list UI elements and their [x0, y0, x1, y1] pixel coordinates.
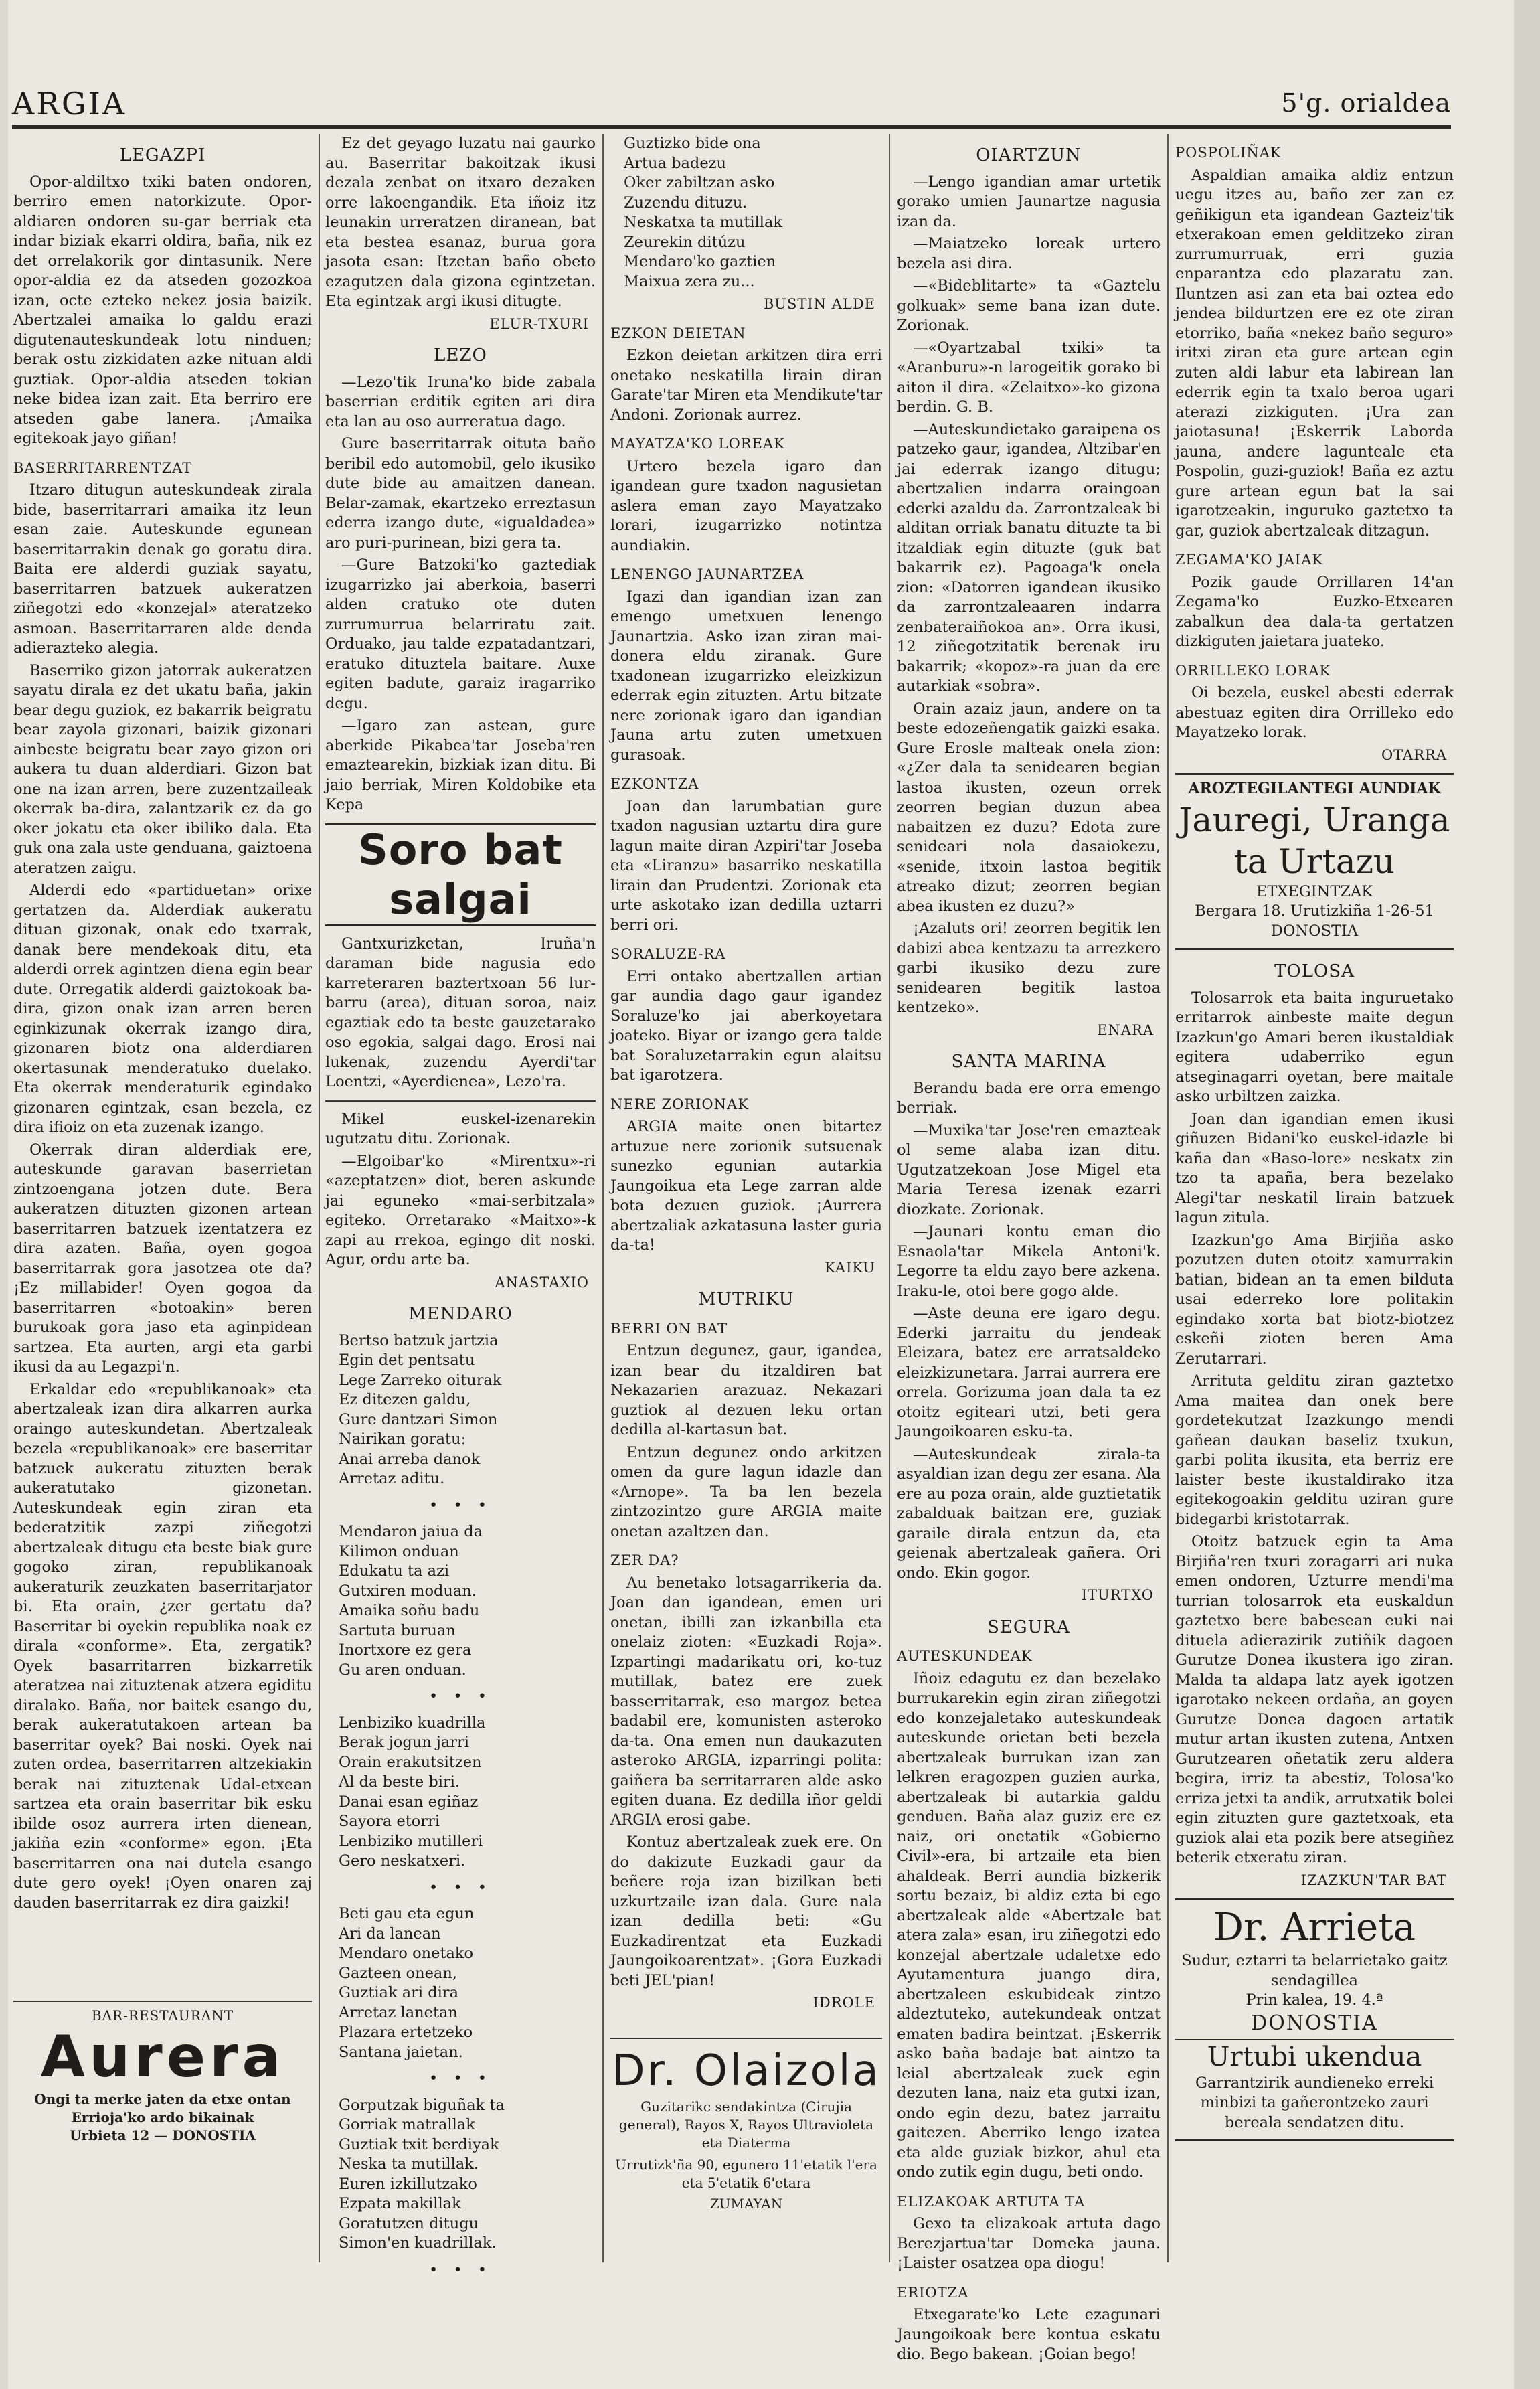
ad-line: Bergara 18. Urutizkiña 1-26-51: [1195, 902, 1434, 920]
verse-stanza: [339, 1331, 596, 1489]
ad-line: ETXEGINTZAK: [1256, 882, 1373, 900]
article-paragraph: Gure baserritarrak oituta baño beribil edo automobil, gelo ikusiko dute bide au amaitzen danean. Belar-zamak, ekartzeko erreztasun ederra izango dute, «igualdadea» aro puri-purinean, bizi gera ta.: [325, 435, 596, 552]
subheading: EZKON DEIETAN: [610, 325, 746, 341]
verse-line: Zeurekin ditúzu: [624, 233, 746, 251]
article-paragraph: Otoitz batzuek egin ta Ama Birjiña'ren txuri zoragarri ari nuka emen ondoren, Uzturre mendi'ma turrian tolosarrok eta euskaldun gaztetxo bere babesean euki nai dituela adierazirik zutiñik dagoen Gurutze Donea ikustera igo ziran. Malda ta aldapa latz ayek igotzen igarotako nekeen ordaña, an goyen Gurutze Donea dagoen artatik mutur artan ikusten zutena, Antxen Gurutzearen oñetatik zeru aldera begira, irriz ta abestiz, Tolosa'ko erriza jetxi ta andik, arrutxatik bolei egin zituzten gure gaztetxoak, eta guziok alai eta pozik bere atsegiñez beterik etxeratu ziran.: [1175, 1533, 1454, 1866]
verse-line: Lege Zarreko oiturak: [339, 1371, 502, 1389]
article-paragraph: Itzaro ditugun auteskundeak zirala bide, baserritarrari amaika itz leun esan zaie. Auteskunde egunean baserritarrakin denak go goratu dira. Baita ere alderdi guziak sayatu, baserritarren batzuek aukeratzen ziñegotzi edo «konzejal» ateratzeko asmoan. Baserritarraren alde denda adierazteko alegia.: [13, 481, 312, 657]
ad-label: BAR-RESTAURANT: [91, 2007, 234, 2024]
masthead-rule: [12, 125, 1451, 129]
subheading: SORALUZE-RA: [610, 946, 726, 962]
subheading: LENENGO JAUNARTZEA: [610, 566, 804, 582]
verse-line: Gure dantzari Simon: [339, 1410, 498, 1428]
ad-line: Prin kalea, 19. 4.ª: [1246, 1991, 1383, 2009]
article-paragraph: —Lezo'tik Iruna'ko bide zabala baserrian erditik egiten ari dira eta lan au oso aurreratua dago.: [325, 373, 596, 430]
article-paragraph: Kontuz abertzaleak zuek ere. On do dakizute Euzkadi gaur da beñere roja izan bizilkan beti uzkurtzaile izan dala. Gure nala izan dedilla beti: «Gu Euzkadirentzat eta Euzkadi Jaungoikoarentzat». ¡Gora Euzkadi beti JEL'pian!: [610, 1833, 882, 1989]
article-paragraph: —Auteskundeak zirala-ta asyaldian izan degu zer esana. Ala ere au poza orain, alde guztietatik zabalduak baitzan ere, guziak garaile dirala entzun da, eta geienak abertzaleak gañera. Ori ondo. Ekin gogor.: [897, 1445, 1161, 1582]
verse-line: Plazara ertetzeko: [339, 2024, 473, 2041]
column-3: [610, 134, 882, 2262]
article-paragraph: Ez det geyago luzatu nai gaurko au. Baserritar bakoitzak ikusi dezala zenbat on itxaro dezaken orre lakoengandik. Eta iñoiz itz leunakin urreratzen diranean, bat eta bestea esanaz, burua gora jasota esan: Itzetan baño obeto ezagutzen dala gizona egintzetan. Eta egintzak argi ikusi ditugte.: [325, 135, 596, 310]
ad-title: Dr. Olaizola: [612, 2046, 881, 2096]
verse-line: Santana jaietan.: [339, 2043, 463, 2061]
section-heading: OIARTZUN: [976, 145, 1082, 165]
article-paragraph: Opor-aldiltxo txiki baten ondoren, berriro emen natorkizute. Opor-aldiaren ondoren su-gar berriak eta indar biziak ekarri oldira, baña, nik ez det orrelakorik gor dintasunik. Nere opor-aldia ez da atseden gozozkoa izan, octe ezteko nekez josia baizik. Abertzalei amaika lo galdu erazi digutenauteskundeak lotu ninduen; berak ostu zizkidaten azke nituan aldi guztiak. Opor-aldia atseden tokian neke bidea izan zait. Eta berriro ere atseden gabe lanera. ¡Amaika egitekoak jayo giñan!: [13, 173, 312, 447]
article-paragraph: —Elgoibar'ko «Mirentxu»-ri «azeptatzen» diot, beren askunde jai eguneko «mai-serbitzala» egiteko. Orretarako «Maitxo»-k zapi au rrekoa, egingo dit noski. Agur, ordu arte ba.: [325, 1152, 596, 1268]
column-1: [13, 134, 312, 2262]
verse-line: Kilimon onduan: [339, 1542, 459, 1560]
subheading: BASERRITARRENTZAT: [13, 459, 193, 476]
article-paragraph: Arrituta gelditu ziran gaztetxo Ama maitea dan onek bere gordetekutzat Izazkungo mendi gañean daukan baseliz txukun, garbi polita ikusita, eta berriz ere laister beste ikustaldirako itza egitekogoakin gelditu uziran gure bidegarbi kristotarrak.: [1175, 1372, 1454, 1528]
article-paragraph: —«Oyartzabal txiki» ta «Aranburu»-n larogeitik gorako bi aiton il dira. «Zelaitxo»-ko gizona berdin. G. B.: [897, 339, 1161, 416]
verse-line: Artua badezu: [624, 154, 726, 172]
subheading: ELIZAKOAK ARTUTA TA: [897, 2193, 1086, 2210]
verse-line: Gutxiren moduan.: [339, 1582, 477, 1600]
article-paragraph: —Igaro zan astean, gure aberkide Pikabea'tar Joseba'ren emaztearekin, bizkiak izan ditu. Bi jaio berriak, Miren Koldobike eta Kepa: [325, 717, 596, 813]
subheading: NERE ZORIONAK: [610, 1096, 749, 1113]
verse-line: Beti gau eta egun: [339, 1905, 475, 1922]
section-heading: MUTRIKU: [698, 1289, 794, 1309]
ad-line: Garrantzirik aundieneko erreki minbizi ta gañerontzeko zauri bereala sendatzen ditu.: [1195, 2074, 1434, 2131]
verse-line: Maixua zera zu...: [624, 272, 755, 291]
article-paragraph: Orain azaiz jaun, andere on ta beste edozeñengatik gaizki esaka. Gure Erosle malteak onela zion: «¿Zer dala ta senidearen begian lastoa ikusten, ozeun orrek zeorren begian duzun abea nabaitzen ez duzu? Edota zure senideari nola dasaiokezu, «senide, itxoin lastoa begitik atreako dizut; zeorren begian abea ikusten ez duzu?»: [897, 699, 1161, 915]
column-4: [897, 134, 1161, 2363]
article-paragraph: Ezkon deietan arkitzen dira erri onetako neskatilla lirain diran Garate'tar Miren eta Mendikute'tar Andoni. Zorionak aurrez.: [610, 347, 882, 424]
ad-line: Urrutizk'ña 90, egunero 11'etatik l'era eta 5'etatik 6'etara: [615, 2157, 877, 2191]
verse-line: Neskatxa ta mutillak: [624, 214, 783, 231]
verse-stanza: [624, 134, 882, 292]
article-paragraph: Etxegarate'ko Lete ezagunari Jaungoikoak bere kontua eskatu dio. Bego bakean. ¡Goian bego!: [897, 2306, 1161, 2363]
verse-stanza: [339, 1904, 596, 2062]
verse-line: Mendaron jaiua da: [339, 1523, 483, 1540]
ad-jauregi-uranga: [1175, 773, 1454, 950]
ad-line: Guzitarikc sendakintza (Cirujia general), Rayos X, Rayos Ultravioleta eta Diaterma: [618, 2098, 874, 2151]
ad-line: DONOSTIA: [1270, 922, 1359, 940]
article-paragraph: Tolosarrok eta baita inguruetako erritarrok ainbeste maite degun Izazkun'go Amari beren ikustaldiak egitera udaberriko egun atseginagarri oyetan, bere maitale asko urbiltzen zaizka.: [1175, 989, 1454, 1105]
divider: [325, 1100, 596, 1102]
verse-line: Neska ta mutillak.: [339, 2155, 479, 2173]
verse-line: Goratutzen ditugu: [339, 2214, 479, 2232]
article-paragraph: ARGIA maite onen bitartez artuzue nere zorionik sutsuenak sunezko egunian autarkia Jaungoikua eta Lege zarran alde bota dezuen guziok. ¡Aurrera abertzaliak azkatasuna laster guria da-ta!: [610, 1118, 882, 1254]
column-divider: [1167, 134, 1169, 2262]
article-paragraph: Berandu bada ere orra emengo berriak.: [897, 1079, 1161, 1117]
verse-line: Berak jogun jarri: [339, 1734, 469, 1751]
article-paragraph: Baserriko gizon jatorrak aukeratzen sayatu dirala ez det ukatu baña, jakin bear degu guziok, ez bakarrik beigratu bear zayola gizonari, baizik gizonari ainbeste beigratu bear zayo gizon ori aukera tu duan alderdiari. Gizon bat one na izan arren, bere zuzentzaileak okerrak ba-dira, zalantzarik ez da go oker jokatu eta oker ibiliko dala. Eta guk ona zala uste genduana, gaiztoena ateratzen zaigu.: [13, 661, 312, 877]
verse-line: Anai arreba danok: [339, 1450, 481, 1468]
column-2: [325, 134, 596, 2279]
ad-title: Jauregi, Uranga: [1179, 800, 1450, 839]
signature: OTARRA: [1381, 746, 1447, 763]
stanza-separator: • • •: [428, 2260, 493, 2279]
signature: IZAZKUN'TAR BAT: [1300, 1872, 1447, 1888]
ad-title: Aurera: [40, 2024, 285, 2090]
signature: BUSTIN ALDE: [763, 296, 875, 312]
page-number: 5'g. orialdea: [1281, 88, 1451, 118]
verse-line: Sayora etorri: [339, 1813, 440, 1830]
signature: ANASTAXIO: [495, 1274, 589, 1291]
signature: ENARA: [1097, 1021, 1154, 1038]
verse-stanza: [339, 2096, 596, 2254]
article-paragraph: Igazi dan igandian izan zan emengo umetxuen lenengo Jaunartzia. Asko izan ziran mai-donera eldu ziranak. Gure txadonean izugarrizko eleizkizun ederrak egin zituzten. Artu bitzate nere zorionak igaro dan igandian Jauna artu zuten umetxuen gurasoak.: [610, 588, 882, 764]
article-paragraph: Erri ontako abertzallen artian gar aundia dago gaur igandez Soraluze'ko jai aberkoyetara joateko. Biyar or izango gera talde bat Soraluzetarrakin egun alaitsu bat igarotzera.: [610, 967, 882, 1084]
subheading: ZER DA?: [610, 1552, 679, 1568]
verse-line: Zuzendu dituzu.: [624, 193, 748, 212]
verse-line: Simon'en kuadrillak.: [339, 2234, 497, 2252]
article-paragraph: Aspaldian amaika aldiz entzun uegu itzes au, baño zer zan ez geñikigun eta igandean Gazteiz'tik etxerakoan emen gelditzeko ziran zurrumurruak, erri guzia enparantza edo plazaratu zan. Iluntzen asi zan eta bai oztea edo jendea bildurtzen ere ez ote ziran etorriko, baña «nekez baño seguro» iritxi ziran eta gure artean egin zuten aldi labur eta labirean lan ederrik egin ta txalo beroa ugari aterazi zizkiguten. ¡Ura zan jaiotasuna! ¡Eskerrik Laborda jauna, andere lagunteale eta Pospolin, guzi-guziok! Baña ez aztu gure artean egun bat la sai igarotzeakin, inguruko gaztetxo ta gar, guziok abertzaleak ditzagun.: [1175, 166, 1454, 540]
signature: KAIKU: [825, 1259, 875, 1276]
subheading: POSPOLIÑAK: [1175, 145, 1282, 161]
article-paragraph: Joan dan igandian emen ikusi giñuzen Bidani'ko euskel-idazle bi kaña dan «Baso-lore» neskatx zin tzo ta apaña, bera bezelako Alegi'tar neskatil lirain batzuek lagun zitula.: [1175, 1110, 1454, 1226]
verse-line: Ez ditezen galdu,: [339, 1391, 471, 1408]
stanza-separator: • • •: [428, 2070, 493, 2087]
ad-title: Dr. Arrieta: [1213, 1906, 1416, 1949]
verse-line: Mendaro'ko gaztien: [624, 253, 776, 270]
article-paragraph: Mikel euskel-izenarekin ugutzatu ditu. Zorionak.: [325, 1110, 596, 1147]
verse-line: Bertso batzuk jartzia: [339, 1331, 499, 1349]
verse-line: Gero neskatxeri.: [339, 1852, 466, 1870]
verse-line: Gorputzak biguñak ta: [339, 2096, 505, 2114]
article-paragraph: —Jaunari kontu eman dio Esnaola'tar Mikela Antoni'k. Legorre ta eldu zayo bere azkena. Iraku-le, otoi bere gogo alde.: [897, 1223, 1161, 1300]
article-paragraph: —Lengo igandian amar urtetik gorako umien Jaunartze nagusia izan da.: [897, 173, 1161, 230]
verse-line: Orain erakutsitzen: [339, 1753, 482, 1771]
stanza-separator: • • •: [428, 1687, 493, 1705]
article-paragraph: Gexo ta elizakoak artuta dago Berezjartua'tar Domeka jauna. ¡Laister osatzea opa diogu!: [897, 2215, 1161, 2272]
masthead: [12, 79, 1451, 126]
verse-stanza: [339, 1522, 596, 1680]
verse-line: Euren izkillutzako: [339, 2175, 477, 2193]
masthead-title: ARGIA: [12, 86, 126, 122]
verse-line: Arretaz lanetan: [339, 2003, 458, 2022]
ad-line: Ongi ta merke jaten da etxe ontan: [34, 2091, 291, 2107]
verse-line: Amaika soñu badu: [339, 1602, 480, 1619]
verse-line: Ari da lanean: [339, 1924, 441, 1943]
column-divider: [602, 134, 604, 2262]
ad-title: ta Urtazu: [1233, 841, 1395, 881]
article-paragraph: Gantxurizketan, Iruña'n daraman bide nagusia edo karreteraren baztertxoan 56 lur-barru (area), dituan soroa, naiz egaztiak edo ta beste gauzetarako oso egokia, salgai dago. Erosi nai lukenak, zuzendu Ayerdi'tar Loentzi, «Ayerdienea», Lezo'ra.: [325, 934, 596, 1090]
article-paragraph: Iñoiz edagutu ez dan bezelako burrukarekin egin ziran ziñegotzi edo konzejaletako auteskundeak auteskunde orietan beti bezela abertzaleak burrukan izan zan lelkren eragozpen guzien aurka, abertzaleak bi autarkia galdu genduen. Baña alaz guziz ere ez naiz, ori onetatik «Gobierno Civil»-era, bi artzaile eta bien ahaldeak. Berri aundia bizkerik sortu bezaiz, bi aldiz ezta bi ego abertzaleak alde «Abertzale bat atera zala» esan, iru ziñegotzi edo konzejal abertzale udaletxe edo Ayutamentura juango dira, abertzaleen eskubideak zintzo aldeztuteko, autekundeak ontzat ematen badira beintzat. ¡Eskerrik asko baña badaje bat aintzo ta leial abertzaleak zuek egin dezuten lana, naiz eta gutxi izan, ondo egin dezu, batez jarraitu gaitezen. Aberriko lengo izatea eta alde guziak bizkor, ahul eta ondo zutik egin dugu, beti ondo.: [897, 1669, 1161, 2181]
verse-line: Gazteen onean,: [339, 1964, 457, 1982]
article-paragraph: Erkaldar edo «republikanoak» eta abertzaleak izan dira alkarren aurka oraingo auteskundetan. Abertzaleak bezela «republikanoak» ere baserritar batzuek aukeratu zituzten berak aukeratutako gizonetan. Auteskundeak egin ziran eta bederatzitik zazpi ziñegotzi abertzaleak ditugu eta beste biak gure gogoko ziran, republikanoak aukeraturik zeuzkaten baserritarjator bi. Eta orain, ¿zer gertatu da? Baserritar bi oyekin republika noak ez dirala «conforme». Eta, zergatik? Oyek basarritarren bizkarretik ateratzea nai zituztenak atzera egiditu diralako. Baña, nor baitek esango du, berak aukeratutakoen artean ba baserritar oyek? Bai noski. Oyek nai zuten ordea, baserritarren altzekiakin berak nai zituztenak Udal-etxean sartzea eta orain baserritar bik esku ibilde osoz aurrera irten dienean, jakiña ezin «conforme» egon. ¡Eta baserritarren ona nai dutela esango dute gero oyek! ¡Oyen onaren zaj dauden baserritarrak ez dira gaizki!: [13, 1380, 312, 1912]
subheading: ORRILLEKO LORAK: [1175, 662, 1331, 679]
ad-line: Errioja'ko ardo bikainak: [71, 2109, 254, 2125]
article-paragraph: Joan dan larumbatian gure txadon nagusian uztartu dira gure lagun maite diran Azpiri'tar Joseba eta «Liranzu» basarriko neskatilla lirain dan Prudentzi. Zorionak eta urte askotako izan dedilla uztarri berri ori.: [610, 797, 882, 934]
verse-stanza: [339, 1714, 596, 1872]
column-divider: [889, 134, 890, 2262]
section-heading: SEGURA: [987, 1617, 1070, 1637]
page-edge: [1514, 0, 1540, 2389]
article-paragraph: Alderdi edo «partiduetan» orixe gertatzen da. Alderdiak aukeratu dituan gizonak, onak edo txarrak, danak bere mendekoak ditu, eta alderdi orrek agintzen diena egin bear dute. Orregatik alderdi gaiztokoak ba-dira, gizon onak izan arren beren eginkizunak okerrak izango dira, gizonaren biotz ona alderdiaren okertasunak menderatuko duelako. Eta okerrak menderaturik egindako gizonaren egintzak, esan bezela, ez dira ifioiz on eta zuzenak izango.: [13, 882, 312, 1136]
section-heading: MENDARO: [408, 1304, 513, 1324]
verse-line: Edukatu ta azi: [339, 1562, 450, 1580]
subheading: ERIOTZA: [897, 2284, 969, 2301]
verse-line: Al da beste biri.: [339, 1773, 460, 1791]
ad-olaizola: [610, 2038, 882, 2213]
verse-line: Lenbiziko kuadrilla: [339, 1714, 486, 1732]
verse-line: Egin det pentsatu: [339, 1351, 475, 1369]
ad-product: Urtubi ukendua: [1175, 2039, 1454, 2074]
section-heading: TOLOSA: [1274, 961, 1355, 981]
column-5: [1175, 134, 1454, 2262]
ad-aurera: [13, 2001, 312, 2145]
ad-soro-salgai: Soro bat salgai: [325, 823, 596, 926]
signature: ITURTXO: [1081, 1587, 1154, 1603]
article-paragraph: —Muxika'tar Jose'ren emazteak ol seme alaba izan ditu. Ugutzatzekoan Jose Migel eta Maria Teresa izenak ezarri diozkate. Zorionak.: [897, 1121, 1161, 1218]
subheading: AUTESKUNDEAK: [897, 1648, 1033, 1664]
article-paragraph: Entzun degunez ondo arkitzen omen da gure lagun idazle dan «Arnope». Ta ba len bezela zintzozintzo gure ARGIA maite onetan azaltzen dan.: [610, 1443, 882, 1540]
article-paragraph: ¡Azaluts ori! zeorren begitik len dabizi abea kentzazu ta arrezkero garbi ikusiko dezu zure senidearen begitik lastoa kentzeko».: [897, 920, 1161, 1016]
article-paragraph: Pozik gaude Orrillaren 14'an Zegama'ko Euzko-Etxearen zabalkun dea dala-ta gertatzen dizkiguten jaietara juateko.: [1175, 573, 1454, 650]
verse-line: Mendaro onetako: [339, 1945, 474, 1962]
verse-line: Gorriak matrallak: [339, 2116, 475, 2133]
verse-line: Sartuta buruan: [339, 1621, 456, 1639]
subheading: MAYATZA'KO LOREAK: [610, 436, 785, 452]
subheading: BERRI ON BAT: [610, 1320, 728, 1337]
article-paragraph: —«Bideblitarte» ta «Gaztelu golkuak» seme bana izan dute. Zorionak.: [897, 277, 1161, 334]
ad-line: ZUMAYAN: [709, 2196, 783, 2212]
ad-label: AROZTEGILANTEGI AUNDIAK: [1188, 780, 1441, 797]
article-paragraph: Oi bezela, euskel abesti ederrak abestuaz egiten dira Orrilleko edo Mayatzeko lorak.: [1175, 684, 1454, 741]
article-paragraph: —Auteskundietako garaipena os patzeko gaur, igandea, Altzibar'en jai ederrak izango ditugu; abertzalien indarra oraingoan ederki azaldu da. Zarrontzaleak bi alditan orriak banatu dituzte ta bi itzaldiak egin dituzte (guk bat bakarrik ez). Pagoaga'k onela zion: «Datorren igandean ikusiko da zarrontzaleaaren indarra zenbateraiñokoa an». Orra ikusi, 12 ziñegotzitatik berenak iru bakarrik; «kopoz»-ra juan da ere autarkiak «sobra».: [897, 420, 1161, 695]
ad-arrieta: [1175, 1898, 1454, 2141]
article-paragraph: Izazkun'go Ama Birjiña asko pozutzen duten otoitz xamurrakin batian, bidean an ta emen bilduta usai ederreko lore politakin egindako xorta bat biotz-biotzez eskeñi zioten beren Ama Zerutarrari.: [1175, 1231, 1454, 1368]
ad-line: Urbieta 12 — DONOSTIA: [70, 2127, 256, 2143]
verse-line: Ezpata makillak: [339, 2195, 461, 2212]
verse-line: Danai esan egiñaz: [339, 1793, 479, 1811]
verse-line: Arretaz aditu.: [339, 1470, 445, 1487]
verse-line: Oker zabiltzan asko: [624, 174, 775, 191]
article-paragraph: Entzun degunez, gaur, igandea, izan bear du itzaldiren bat Nekazarien arazuaz. Nekazari guztiok al dezuen leku ortan dedilla al-kartasun bat.: [610, 1342, 882, 1438]
verse-line: Guztizko bide ona: [624, 135, 761, 152]
verse-line: Guztiak ari dira: [339, 1984, 459, 2001]
subheading: EZKONTZA: [610, 776, 699, 792]
article-paragraph: —Aste deuna ere igaro degu. Ederki jarraitu du jendeak Eleizara, batez ere arratsaldeko eleizkizunetara. Jarrai aurrera ere orrela. Gorizuma joan dala ta ez otoitz egiteari utzi, beti gera Jaungoikoaren esku-ta.: [897, 1305, 1161, 1440]
section-heading: SANTA MARINA: [951, 1052, 1106, 1072]
stanza-separator: • • •: [428, 1878, 493, 1896]
article-paragraph: Au benetako lotsagarrikeria da. Joan dan igandean, emen uri onetan, ibilli zan izkanbilla eta onelaiz zioten: «Euzkadi Roja». Izpartingi madarikatu ori, ko-tuz mutillak, batez ere zuek basserritarrak, eso margoz betea badabil ere, komunisten asteroko da-ta. Ona emen nun daukazuten asteroko ARGIA, izparringi polita: gaiñera ba serritarraren alde asko egiten duana. Ez dedilla iñor geldi ARGIA erosi gabe.: [610, 1574, 882, 1829]
verse-line: Inortxore ez gera: [339, 1641, 472, 1659]
ad-line: Sudur, eztarri ta belarrietako gaitz sendagillea: [1181, 1952, 1448, 1989]
signature: ELUR-TXURI: [489, 315, 589, 332]
article-paragraph: —Gure Batzoki'ko gaztediak izugarrizko jai aberkoia, baserri alden cratuko ote duten zurrumurrua belarriratu zait. Orduako, jau talde ezpatadantzari, eratuko dituztela baitare. Auxe egiten badute, garaiz iragarriko degu.: [325, 556, 596, 712]
signature: IDROLE: [812, 1995, 875, 2011]
column-divider: [319, 134, 320, 2262]
article-paragraph: Urtero bezela igaro dan igandean gure txadon nagusietan aslera eman zayo Mayatzako lorari, izugarrizko notintza aundiakin.: [610, 457, 882, 554]
stanza-separator: • • •: [428, 1496, 493, 1514]
verse-line: Guztiak txit berdiyak: [339, 2135, 499, 2153]
article-paragraph: Okerrak diran alderdiak ere, auteskunde garavan baserrietan zintzoengana jotzen dute. Bera aukeratzen dituzten gizonen artean baserritarren batzuek izentatzera ez dira azaten. Baña, oyen gogoa baserritarrak gora jasotzea ote da? ¡Ez millabider! Oyen gogoa da baserritarren «botoakin» beren burukoak gora jaso eta aginpidean sartzea. Eta aurten, argi eta garbi ikusi da au Legazpi'n.: [13, 1141, 312, 1376]
verse-line: Lenbiziko mutilleri: [339, 1832, 483, 1850]
verse-line: Nairikan goratu:: [339, 1430, 466, 1448]
ad-city: DONOSTIA: [1251, 2011, 1378, 2035]
section-heading: LEZO: [434, 345, 487, 365]
article-paragraph: —Maiatzeko loreak urtero bezela asi dira.: [897, 235, 1161, 272]
subheading: ZEGAMA'KO JAIAK: [1175, 552, 1324, 568]
section-heading: LEGAZPI: [119, 145, 206, 165]
verse-line: Gu aren onduan.: [339, 1661, 466, 1679]
